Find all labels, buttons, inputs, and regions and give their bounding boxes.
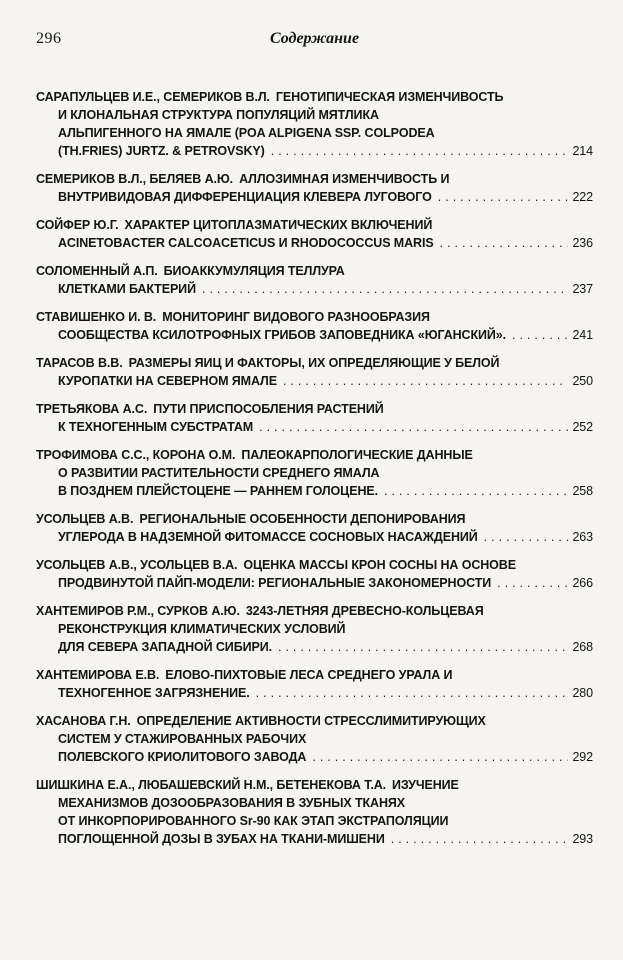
entry-first-line	[36, 446, 593, 464]
dot-leader	[202, 280, 568, 298]
entry-page-number: 250	[572, 374, 593, 388]
entry-first-line	[36, 262, 593, 280]
entry-line	[36, 574, 593, 592]
dot-leader	[259, 418, 568, 436]
entry-line-text: И КЛОНАЛЬНАЯ СТРУКТУРА ПОПУЛЯЦИЙ МЯТЛИКА	[58, 108, 379, 122]
entry-line	[36, 464, 593, 482]
entry-line-text: ТЕХНОГЕННОЕ ЗАГРЯЗНЕНИЕ.	[58, 686, 250, 700]
entry-line	[36, 326, 593, 344]
entry-first-line	[36, 216, 593, 234]
entry-line	[36, 620, 593, 638]
entry-first-line	[36, 602, 593, 620]
entry-line	[36, 812, 593, 830]
entry-first-line	[36, 776, 593, 794]
entry-title-start: ОПРЕДЕЛЕНИЕ АКТИВНОСТИ СТРЕССЛИМИТИРУЮЩИХ	[136, 714, 486, 728]
entry-line	[36, 748, 593, 766]
entry-line-text: МЕХАНИЗМОВ ДОЗООБРАЗОВАНИЯ В ЗУБНЫХ ТКАНЯХ	[58, 796, 406, 810]
entry-line-text: АЛЬПИГЕННОГО НА ЯМАЛЕ (POA ALPIGENA SSP. COLPODEA	[58, 126, 435, 140]
entry-line-text: ПОГЛОЩЕННОЙ ДОЗЫ В ЗУБАХ НА ТКАНИ-МИШЕНИ	[58, 832, 385, 846]
entry-title-start: РЕГИОНАЛЬНЫЕ ОСОБЕННОСТИ ДЕПОНИРОВАНИЯ	[139, 512, 466, 526]
entry-authors: ХАНТЕМИРОВ Р.М., СУРКОВ А.Ю.	[36, 604, 240, 618]
entry-title-start: ПАЛЕОКАРПОЛОГИЧЕСКИЕ ДАННЫЕ	[241, 448, 473, 462]
dot-leader	[271, 142, 568, 160]
entry-first-line	[36, 712, 593, 730]
entry-authors: СОЙФЕР Ю.Г.	[36, 218, 119, 232]
entry-page-number: 258	[572, 484, 593, 498]
entry-line	[36, 188, 593, 206]
entry-line-text: О РАЗВИТИИ РАСТИТЕЛЬНОСТИ СРЕДНЕГО ЯМАЛА	[58, 466, 380, 480]
entry-line-text: (TH.FRIES) JURTZ. & PETROVSKY)	[58, 144, 265, 158]
entry-authors: СТАВИШЕНКО И. В.	[36, 310, 157, 324]
entry-authors: ХАСАНОВА Г.Н.	[36, 714, 131, 728]
dot-leader	[384, 482, 568, 500]
entry-line-text: В ПОЗДНЕМ ПЛЕЙСТОЦЕНЕ — РАННЕМ ГОЛОЦЕНЕ.	[58, 484, 378, 498]
entry-authors: СОЛОМЕННЫЙ А.П.	[36, 264, 158, 278]
entry-first-line	[36, 354, 593, 372]
dot-leader	[256, 684, 568, 702]
toc-entry	[36, 216, 593, 252]
entry-title-start: ЕЛОВО-ПИХТОВЫЕ ЛЕСА СРЕДНЕГО УРАЛА И	[165, 668, 453, 682]
entry-line	[36, 730, 593, 748]
entry-line	[36, 418, 593, 436]
entry-first-line	[36, 170, 593, 188]
toc-entry	[36, 354, 593, 390]
toc-entry	[36, 712, 593, 766]
entry-line-text: ПРОДВИНУТОЙ ПАЙП-МОДЕЛИ: РЕГИОНАЛЬНЫЕ ЗАКОНОМЕРНОСТИ	[58, 576, 492, 590]
dot-leader	[283, 372, 568, 390]
entry-title-start: 3243-ЛЕТНЯЯ ДРЕВЕСНО-КОЛЬЦЕВАЯ	[245, 604, 484, 618]
entry-line-text: ВНУТРИВИДОВАЯ ДИФФЕРЕНЦИАЦИЯ КЛЕВЕРА ЛУГОВОГО	[58, 190, 432, 204]
dot-leader	[312, 748, 568, 766]
entry-page-number: 263	[572, 530, 593, 544]
toc-entry	[36, 776, 593, 848]
entry-title-start: БИОАККУМУЛЯЦИЯ ТЕЛЛУРА	[163, 264, 345, 278]
dot-leader	[391, 830, 568, 848]
entry-page-number: 252	[572, 420, 593, 434]
toc-entry	[36, 170, 593, 206]
toc-entry	[36, 666, 593, 702]
entry-page-number: 237	[572, 282, 593, 296]
entry-page-number: 292	[572, 750, 593, 764]
entry-authors: САРАПУЛЬЦЕВ И.Е., СЕМЕРИКОВ В.Л.	[36, 90, 270, 104]
entry-line	[36, 124, 593, 142]
entry-line-text: ДЛЯ СЕВЕРА ЗАПАДНОЙ СИБИРИ.	[58, 640, 272, 654]
entry-first-line	[36, 308, 593, 326]
entry-line	[36, 142, 593, 160]
entry-title-start: МОНИТОРИНГ ВИДОВОГО РАЗНООБРАЗИЯ	[162, 310, 430, 324]
entry-title-start: ГЕНОТИПИЧЕСКАЯ ИЗМЕНЧИВОСТЬ	[275, 90, 504, 104]
entry-page-number: 222	[572, 190, 593, 204]
entry-page-number: 280	[572, 686, 593, 700]
entry-line-text: РЕКОНСТРУКЦИЯ КЛИМАТИЧЕСКИХ УСЛОВИЙ	[58, 622, 346, 636]
entry-authors: УСОЛЬЦЕВ А.В., УСОЛЬЦЕВ В.А.	[36, 558, 238, 572]
entry-first-line	[36, 510, 593, 528]
entry-page-number: 236	[572, 236, 593, 250]
entry-page-number: 266	[572, 576, 593, 590]
entry-title-start: ХАРАКТЕР ЦИТОПЛАЗМАТИЧЕСКИХ ВКЛЮЧЕНИЙ	[124, 218, 433, 232]
dot-leader	[278, 638, 568, 656]
entry-title-start: ОЦЕНКА МАССЫ КРОН СОСНЫ НА ОСНОВЕ	[243, 558, 516, 572]
entry-page-number: 214	[572, 144, 593, 158]
entry-line-text: КЛЕТКАМИ БАКТЕРИЙ	[58, 282, 196, 296]
entry-line-text: ПОЛЕВСКОГО КРИОЛИТОВОГО ЗАВОДА	[58, 750, 307, 764]
entry-authors: ТРОФИМОВА С.С., КОРОНА О.М.	[36, 448, 236, 462]
entry-first-line	[36, 556, 593, 574]
entry-authors: ТАРАСОВ В.В.	[36, 356, 123, 370]
entry-first-line	[36, 88, 593, 106]
entry-line	[36, 528, 593, 546]
dot-leader	[497, 574, 568, 592]
dot-leader	[484, 528, 568, 546]
entry-authors: ШИШКИНА Е.А., ЛЮБАШЕВСКИЙ Н.М., БЕТЕНЕКОВА Т.А.	[36, 778, 386, 792]
entry-page-number: 293	[572, 832, 593, 846]
toc-entry	[36, 88, 593, 160]
toc-entry	[36, 556, 593, 592]
entry-authors: СЕМЕРИКОВ В.Л., БЕЛЯЕВ А.Ю.	[36, 172, 234, 186]
dot-leader	[438, 188, 568, 206]
dot-leader	[440, 234, 568, 252]
entry-line-text: ОТ ИНКОРПОРИРОВАННОГО Sr-90 КАК ЭТАП ЭКСТРАПОЛЯЦИИ	[58, 814, 449, 828]
toc-entry	[36, 400, 593, 436]
entry-line	[36, 482, 593, 500]
entry-line	[36, 794, 593, 812]
toc-entry	[36, 446, 593, 500]
entry-line-text: К ТЕХНОГЕННЫМ СУБСТРАТАМ	[58, 420, 254, 434]
entry-line	[36, 684, 593, 702]
toc-entry	[36, 262, 593, 298]
dot-leader	[512, 326, 568, 344]
entry-line	[36, 372, 593, 390]
entry-line-text: СИСТЕМ У СТАЖИРОВАННЫХ РАБОЧИХ	[58, 732, 307, 746]
toc-entry	[36, 602, 593, 656]
entry-title-start: АЛЛОЗИМНАЯ ИЗМЕНЧИВОСТЬ И	[239, 172, 450, 186]
entry-line-text: СООБЩЕСТВА КСИЛОТРОФНЫХ ГРИБОВ ЗАПОВЕДНИКА «ЮГАНСКИЙ».	[58, 328, 506, 342]
entry-first-line	[36, 400, 593, 418]
entry-line-text: КУРОПАТКИ НА СЕВЕРНОМ ЯМАЛЕ	[58, 374, 277, 388]
entry-page-number: 241	[572, 328, 593, 342]
entry-page-number: 268	[572, 640, 593, 654]
entry-line	[36, 638, 593, 656]
entry-authors: УСОЛЬЦЕВ А.В.	[36, 512, 134, 526]
entry-first-line	[36, 666, 593, 684]
folio-page-number: 296	[36, 30, 62, 47]
entry-line	[36, 280, 593, 298]
entry-title-start: ПУТИ ПРИСПОСОБЛЕНИЯ РАСТЕНИЙ	[153, 402, 384, 416]
entry-line	[36, 106, 593, 124]
entry-title-start: РАЗМЕРЫ ЯИЦ И ФАКТОРЫ, ИХ ОПРЕДЕЛЯЮЩИЕ У БЕЛОЙ	[128, 356, 500, 370]
running-title: Содержание	[269, 30, 360, 47]
entry-line-text: УГЛЕРОДА В НАДЗЕМНОЙ ФИТОМАССЕ СОСНОВЫХ НАСАЖДЕНИЙ	[58, 530, 478, 544]
toc-entry	[36, 510, 593, 546]
entry-authors: ТРЕТЬЯКОВА А.С.	[36, 402, 148, 416]
toc-list	[36, 88, 593, 848]
entry-line-text: ACINETOBACTER CALCOACETICUS И RHODOCOCCUS MARIS	[58, 236, 434, 250]
entry-line	[36, 830, 593, 848]
entry-authors: ХАНТЕМИРОВА Е.В.	[36, 668, 160, 682]
toc-entry	[36, 308, 593, 344]
page-header	[36, 30, 593, 52]
entry-line	[36, 234, 593, 252]
entry-title-start: ИЗУЧЕНИЕ	[392, 778, 459, 792]
